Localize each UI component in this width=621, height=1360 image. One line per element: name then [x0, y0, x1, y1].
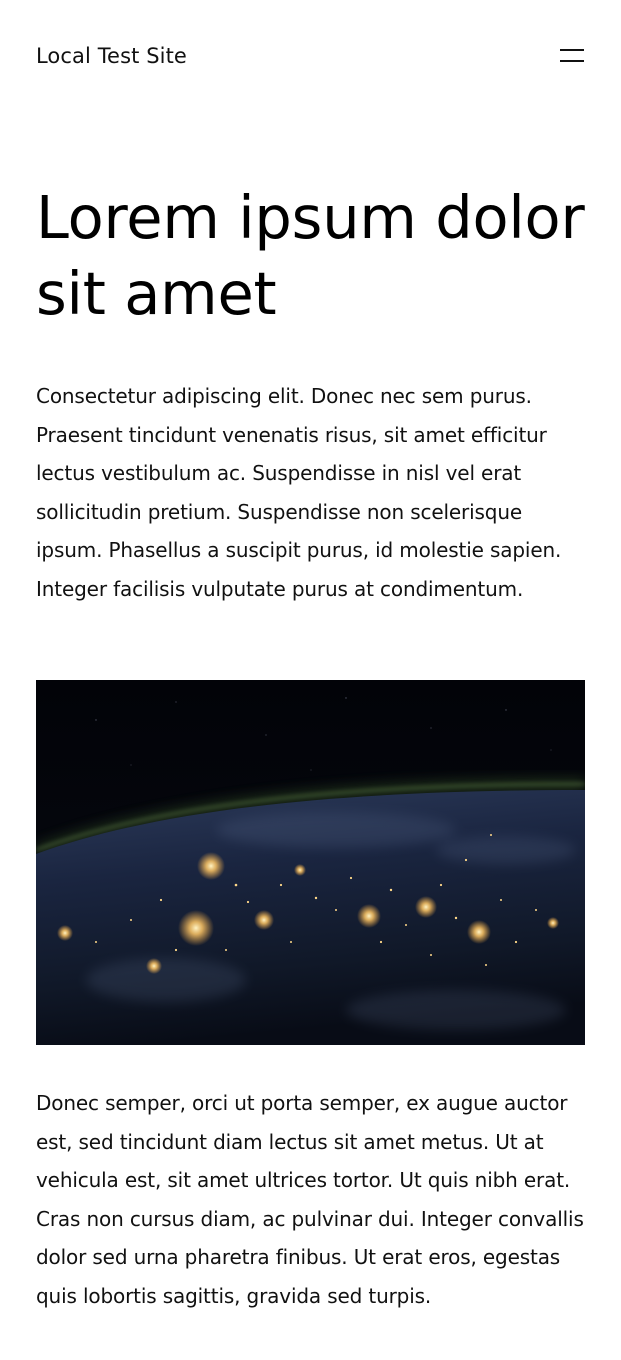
earth-at-night-image [36, 680, 585, 1045]
page-title: Lorem ipsum dolor sit amet [36, 183, 585, 328]
site-title-link[interactable]: Local Test Site [36, 44, 187, 68]
intro-paragraph: Consectetur adipiscing elit. Donec nec sem purus. Praesent tincidunt venenatis risus, sit amet efficitur lectus vestibulum ac. Suspendisse in nisl vel erat sollicitudin pretium. Suspendisse non scelerisque ipsum. Phasellus a suscipit purus, id molestie sapien. Integer facilisis vulputate purus at condimentum. [36, 384, 562, 601]
body-paragraph: Donec semper, orci ut porta semper, ex augue auctor est, sed tincidunt diam lectus sit amet metus. Ut at vehicula est, sit amet ultrices tortor. Ut quis nibh erat. Cras non cursus diam, ac pulvinar dui. Integer convallis dolor sed urna pharetra finibus. Ut erat eros, egestas quis lobortis sagittis, gravida sed turpis. [36, 1091, 584, 1308]
earth-at-night-illustration [36, 680, 585, 1045]
site-header [36, 38, 585, 74]
hamburger-menu-icon [560, 48, 584, 64]
menu-button[interactable] [554, 41, 584, 71]
